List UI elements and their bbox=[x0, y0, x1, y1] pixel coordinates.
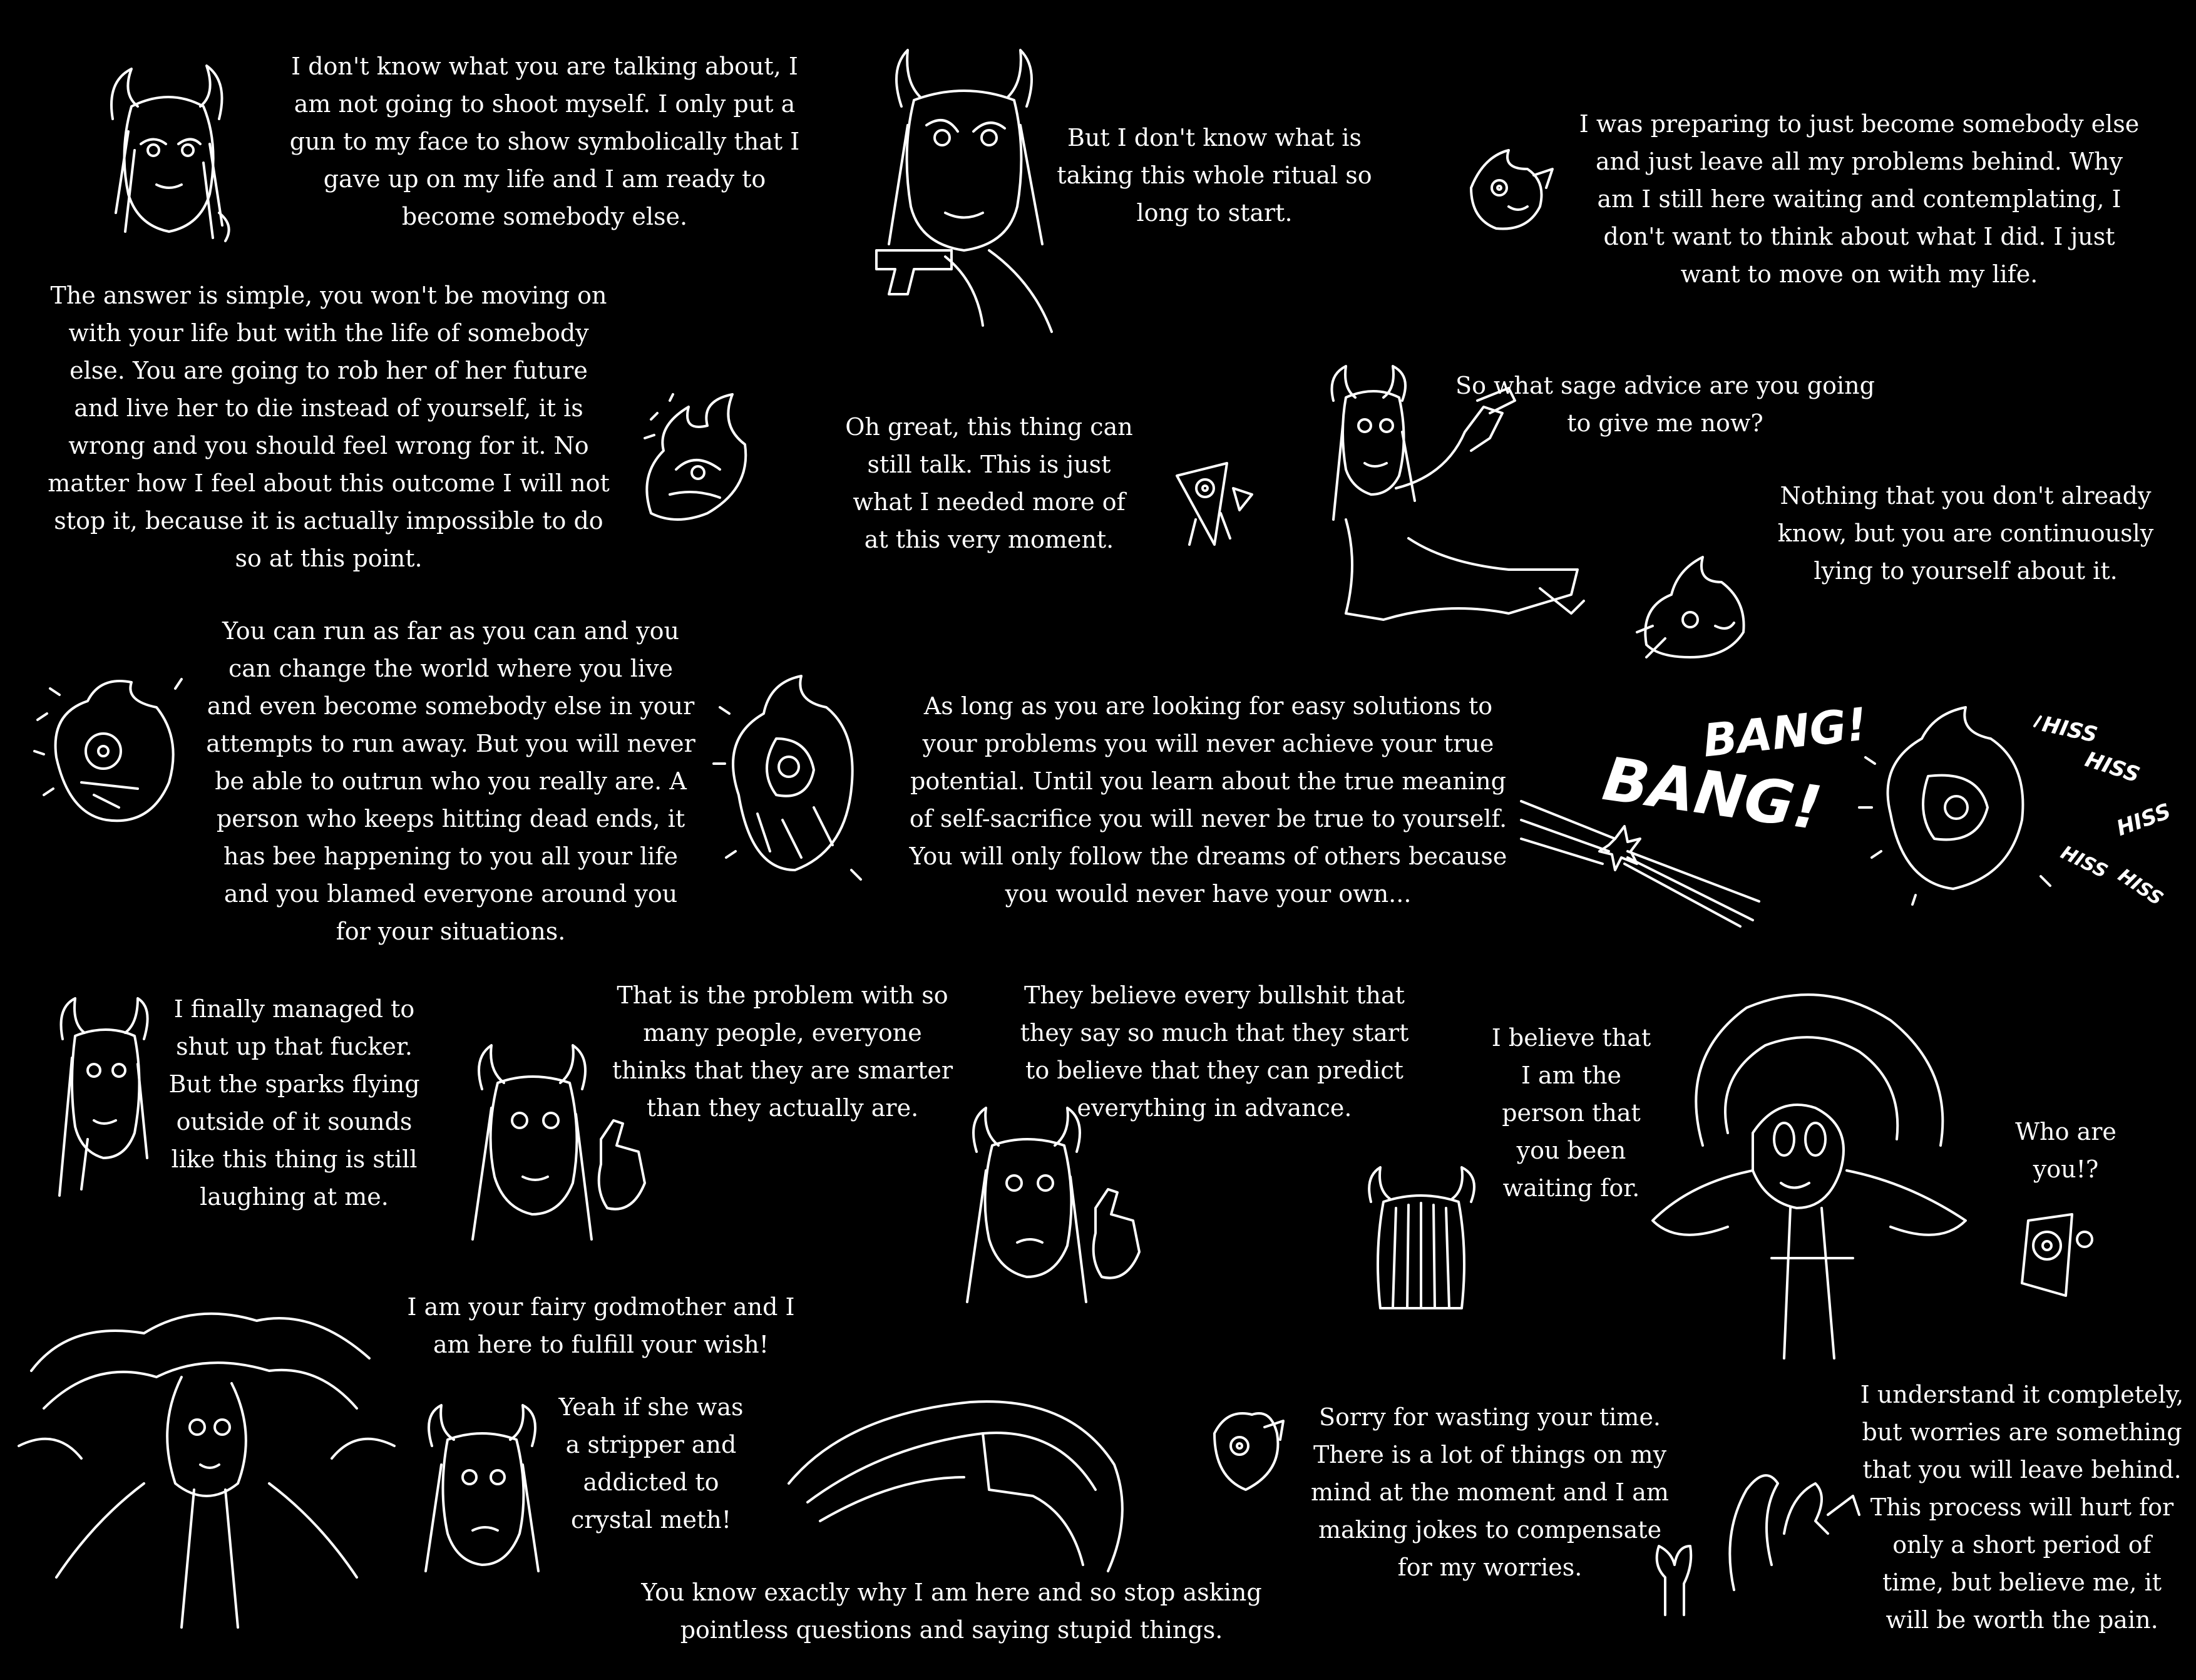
caption-10: I finally managed to shut up that fucker. But the sparks flying outside of it sounds like this thing is still laughing at me. bbox=[168, 995, 420, 1211]
burning-orb-3 bbox=[1853, 701, 2053, 908]
caption-2: But I don't know what is taking this whole ritual so long to start. bbox=[1057, 124, 1372, 227]
horned-girl-with-gun-2 bbox=[457, 1039, 664, 1246]
eyeball-creature bbox=[2016, 1208, 2097, 1302]
burning-orb-1 bbox=[31, 663, 194, 839]
sfx-bang-small: BANG! bbox=[1700, 697, 1870, 767]
horned-girl-with-gun-3 bbox=[952, 1102, 1158, 1314]
caption-1: I don't know what you are talking about, I am not going to shoot myself. I only put a gun to my face to show symbolically that I gave up on my life and I am ready to become somebody else. bbox=[289, 53, 800, 230]
caption-17: Sorry for wasting your time. There is a lot of things on my mind at the moment and I am making jokes to compensate for my worries. bbox=[1311, 1403, 1669, 1581]
horned-girl-with-gun-1 bbox=[864, 44, 1064, 344]
caption-19: You know exactly why I am here and so stop asking pointless questions and saying stupid things. bbox=[641, 1579, 1262, 1644]
horned-girl-back-view bbox=[1358, 1164, 1484, 1314]
caption-5: Oh great, this thing can still talk. This is just what I needed more of at this very moment. bbox=[845, 413, 1133, 553]
caption-12: They believe every bullshit that they say so much that they start to believe that they can predict everything in advance. bbox=[1020, 981, 1409, 1122]
gun-muzzle-flash bbox=[1515, 776, 1765, 926]
fire-creature-small-1 bbox=[1459, 144, 1559, 238]
sweeping-wing-shape bbox=[782, 1390, 1133, 1577]
sfx-hiss-4: HISS bbox=[2057, 841, 2111, 883]
caption-14: Who are you!? bbox=[2015, 1118, 2116, 1183]
sfx-hiss-3: HISS bbox=[2113, 799, 2175, 841]
caption-15: I am your fairy godmother and I am here to fulfill your wish! bbox=[407, 1293, 795, 1358]
burning-wisp-1 bbox=[632, 388, 757, 526]
horned-girl-portrait-1 bbox=[94, 56, 244, 244]
small-creature-1 bbox=[1171, 451, 1258, 551]
horned-girl-sitting-with-gun bbox=[1321, 363, 1596, 638]
caption-9: As long as you are looking for easy solutions to your problems you will never achieve your true potential. Until you learn about the true meaning of self-sacrifice you will never be true to yourself. You will only follow the dreams of others because you would never have your own... bbox=[909, 692, 1507, 908]
caption-18: I understand it completely, but worries are something that you will leave behind. This process will hurt for only a short period of time, but believe me, it will be worth the pain. bbox=[1860, 1381, 2184, 1634]
fairy-godmother-figure-2 bbox=[19, 1283, 394, 1634]
fire-creature-small-2 bbox=[1634, 551, 1759, 663]
burning-orb-2 bbox=[707, 670, 870, 889]
caption-13: I believe that I am the person that you been waiting for. bbox=[1491, 1024, 1651, 1202]
caption-16: Yeah if she was a stripper and addicted to crystal meth! bbox=[558, 1393, 744, 1534]
sfx-hiss-5: HISS bbox=[2113, 864, 2167, 910]
sfx-hiss-2: HISS bbox=[2081, 747, 2143, 788]
horned-girl-portrait-2 bbox=[50, 995, 156, 1202]
caption-8: You can run as far as you can and you can change the world where you live and even become somebody else in your attempts to run away. But you will never be able to outrun who you really are. A person who keeps hitting dead ends, it has bee happening to you all your life and you blamed everyone around you for your situations. bbox=[206, 617, 695, 945]
caption-6: So what sage advice are you going to give me now? bbox=[1455, 372, 1875, 437]
sfx-bang-large: BANG! bbox=[1598, 744, 1826, 844]
caption-11: That is the problem with so many people, everyone thinks that they are smarter than they actually are. bbox=[612, 981, 953, 1122]
caption-3: I was preparing to just become somebody else and just leave all my problems behind. Why am I still here waiting and contemplating, I don't want to think about what I did. I just want to move on with my life. bbox=[1579, 110, 2140, 288]
caption-4: The answer is simple, you won't be moving on with your life but with the life of somebody else. You are going to rob her of her future and live her to die instead of yourself, it is wrong and you should feel wrong for it. No matter how I feel about this outcome I will not stop it, because it is actually impossible to do so at this point. bbox=[48, 282, 610, 572]
fairy-godmother-figure-1 bbox=[1628, 983, 1991, 1358]
horned-girl-portrait-3 bbox=[413, 1402, 551, 1577]
small-creature-2 bbox=[1202, 1402, 1290, 1496]
claw-hands bbox=[1640, 1440, 1865, 1627]
caption-7: Nothing that you don't already know, but you are continuously lying to yourself about it. bbox=[1777, 482, 2154, 585]
sfx-hiss-1: HISS bbox=[2040, 712, 2100, 748]
